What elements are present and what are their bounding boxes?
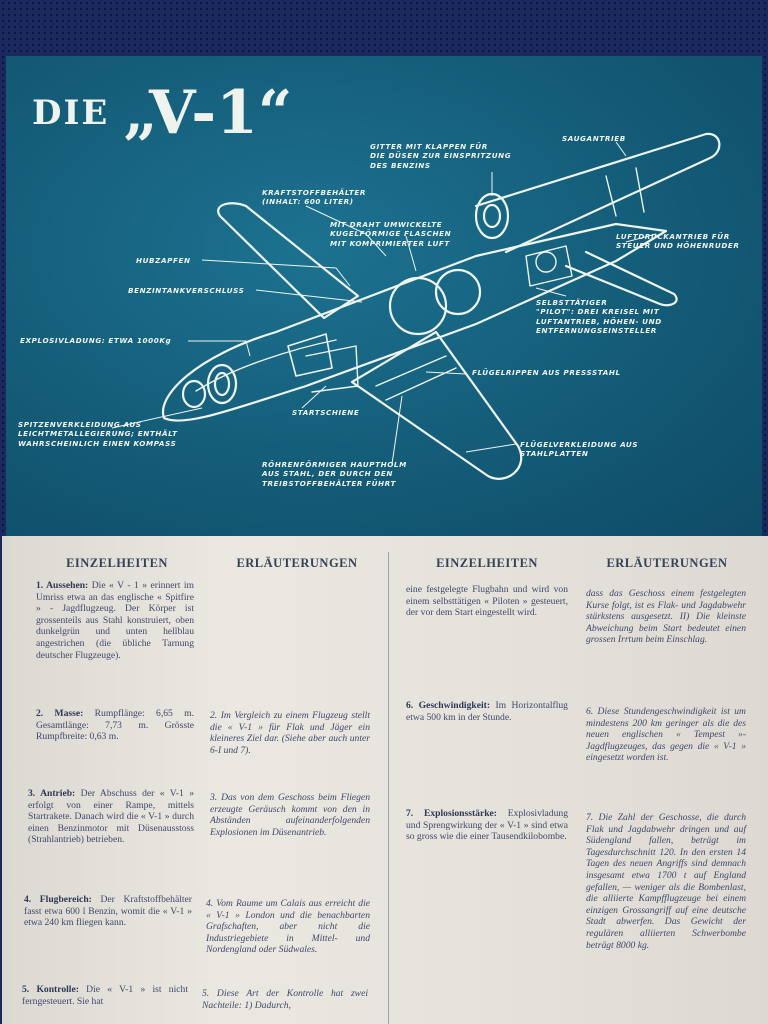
label-saugantrieb: SAUGANTRIEB bbox=[562, 134, 626, 143]
detail-1-title: 1. Aussehen: bbox=[36, 580, 89, 591]
detail-4 bbox=[24, 894, 192, 929]
detail-5-title: 5. Kontrolle: bbox=[22, 984, 79, 995]
explanation-sheet bbox=[2, 536, 768, 1024]
document-title bbox=[32, 78, 292, 148]
label-benzintank: BENZINTANKVERSCHLUSS bbox=[128, 286, 245, 295]
header-einzelheiten-1: EINZELHEITEN bbox=[66, 556, 168, 570]
detail-5 bbox=[22, 984, 188, 1007]
label-explosivladung: EXPLOSIVLADUNG: ETWA 1000Kg bbox=[20, 336, 172, 345]
explanation-7: 7. Die Zahl der Geschosse, die durch Flak und Jagdabwehr dringen und auf Südengland fallen, beträgt im Tagesdurchschnitt 120. In den ersten 14 Tagen des neuen Angriffs sind demnach insgesamt etwa 1700 t auf England gefallen, — weniger als die Bombenlast, die alliierte Kampfflugzeuge bei einem einzigen Grossangriff auf eine deutsche Stadt abwerfen. Das Gewicht der regulären alliierten Schwerbombe beträgt 8000 kg. bbox=[586, 812, 746, 951]
detail-5-text: Die « V-1 » ist nicht ferngesteuert. Sie hat bbox=[22, 984, 188, 1007]
detail-4-text: Der Kraftstoffbehälter fasst etwa 600 l Benzin, womit die « V-1 » etwa 240 km fliegen kann. bbox=[24, 894, 192, 929]
label-spitzenverkleidung: SPITZENVERKLEIDUNG AUS LEICHTMETALLEGIERUNG; ENTHÄLT WAHRSCHEINLICH EINEN KOMPASS bbox=[18, 420, 178, 448]
detail-1 bbox=[36, 580, 194, 661]
detail-1-text: Die « V - 1 » erinnert im Umriss etwa an das englische « Spitfire » - Jagdflugzeug. Der Körper ist grossenteils aus Stahl konstruiert, oben dunkelgrün und unten hellblau angestrichen (die übliche Tarnung deutscher Flugzeuge). bbox=[36, 580, 194, 661]
title-prefix: DIE bbox=[32, 93, 110, 133]
detail-6-title: 6. Geschwindigkeit: bbox=[406, 700, 491, 711]
explanation-5-continued: dass das Geschoss einem festgelegten Kurse folgt, ist es Flak- und Jagdabwehr stärkstens ausgesetzt. II) Die kleinste Abweichung beim Start bedeutet einen grossen Irrtum beim Einschlag. bbox=[586, 588, 746, 646]
blueprint-panel bbox=[6, 56, 762, 536]
lower-wing bbox=[352, 332, 521, 479]
detail-3 bbox=[28, 788, 194, 846]
title-main: „V-1“ bbox=[123, 78, 293, 148]
detail-6-text: Im Horizontalflug etwa 500 km in der Stunde. bbox=[406, 700, 568, 723]
label-hauptholm: RÖHRENFÖRMIGER HAUPTHOLM AUS STAHL, DER DURCH DEN TREIBSTOFFBEHÄLTER FÜHRT bbox=[262, 460, 407, 488]
label-hubzapfen: HUBZAPFEN bbox=[136, 256, 191, 265]
header-erlaeuterungen-1: ERLÄUTERUNGEN bbox=[236, 556, 358, 570]
label-luftdruck: LUFTDRUCKANTRIEB FÜR STEUER UND HÖHENRUDER bbox=[616, 232, 740, 251]
header-erlaeuterungen-2: ERLÄUTERUNGEN bbox=[606, 556, 728, 570]
detail-7-title: 7. Explosionsstärke: bbox=[406, 808, 497, 819]
detail-7 bbox=[406, 808, 568, 843]
label-fluegelrippen: FLÜGELRIPPEN AUS PRESSSTAHL bbox=[472, 368, 621, 377]
detail-2-title: 2. Masse: bbox=[36, 708, 84, 719]
explanation-2: 2. Im Vergleich zu einem Flugzeug stellt die « V-1 » für Flak und Jäger ein kleineres Ziel dar. (Siehe aber auch unter 6-I und 7). bbox=[210, 710, 370, 756]
label-fluegelverkleidung: FLÜGELVERKLEIDUNG AUS STAHLPLATTEN bbox=[520, 440, 639, 459]
detail-4-title: 4. Flugbereich: bbox=[24, 894, 92, 905]
detail-5-continued: eine festgelegte Flugbahn und wird von einem selbsttätigen « Piloten » gesteuert, der vor dem Start eingestellt wird. bbox=[406, 584, 568, 619]
detail-2-text: Rumpflänge: 6,65 m. Gesamtlänge: 7,73 m. Grösste Rumpfbreite: 0,63 m. bbox=[36, 708, 194, 743]
column-divider bbox=[388, 552, 389, 1024]
label-kraftstoff: KRAFTSTOFFBEHÄLTER (INHALT: 600 LITER) bbox=[262, 188, 366, 207]
detail-7-text: Explosivladung und Sprengwirkung der « V-1 » sind etwa so gross wie die einer Tausendkilobombe. bbox=[406, 808, 568, 843]
detail-3-text: Der Abschuss der « V-1 » erfolgt von einer Rampe, mittels Startrakete. Danach wird die « V-1 » durch einen Benzinmotor mit Düsenausstoss (Strahlantrieb) betrieben. bbox=[28, 788, 194, 846]
explanation-5: 5. Diese Art der Kontrolle hat zwei Nachteile: 1) Dadurch, bbox=[202, 988, 368, 1011]
detail-2 bbox=[36, 708, 194, 743]
explanation-3: 3. Das von dem Geschoss beim Fliegen erzeugte Geräusch kommt von den in Abständen aufeinanderfolgenden Explosionen im Düsenantrieb. bbox=[210, 792, 370, 838]
detail-3-title: 3. Antrieb: bbox=[28, 788, 76, 799]
label-luftflaschen: MIT DRAHT UMWICKELTE KUGELFÖRMIGE FLASCHEN MIT KOMPRIMIERTER LUFT bbox=[330, 220, 452, 248]
label-pilot: SELBSTTÄTIGER "PILOT": DREI KREISEL MIT LUFTANTRIEB, HÖHEN- UND ENTFERNUNGSEINSTELLER bbox=[536, 298, 662, 336]
explanation-4: 4. Vom Raume um Calais aus erreicht die « V-1 » London und die benachbarten Grafschaften, aber nicht die Industriegebiete in Mittel- und Nordengland oder Südwales. bbox=[206, 898, 370, 956]
detail-6 bbox=[406, 700, 568, 723]
explanation-6: 6. Diese Stundengeschwindigkeit ist um mindestens 200 km geringer als die des neuen englischen « Tempest »-Jagdflugzeuges, das gegen die « V-1 » eingesetzt worden ist. bbox=[586, 706, 746, 764]
label-startschiene: STARTSCHIENE bbox=[292, 408, 360, 417]
header-einzelheiten-2: EINZELHEITEN bbox=[436, 556, 538, 570]
label-gitter: GITTER MIT KLAPPEN FÜR DIE DÜSEN ZUR EINSPRITZUNG DES BENZINS bbox=[370, 142, 512, 170]
